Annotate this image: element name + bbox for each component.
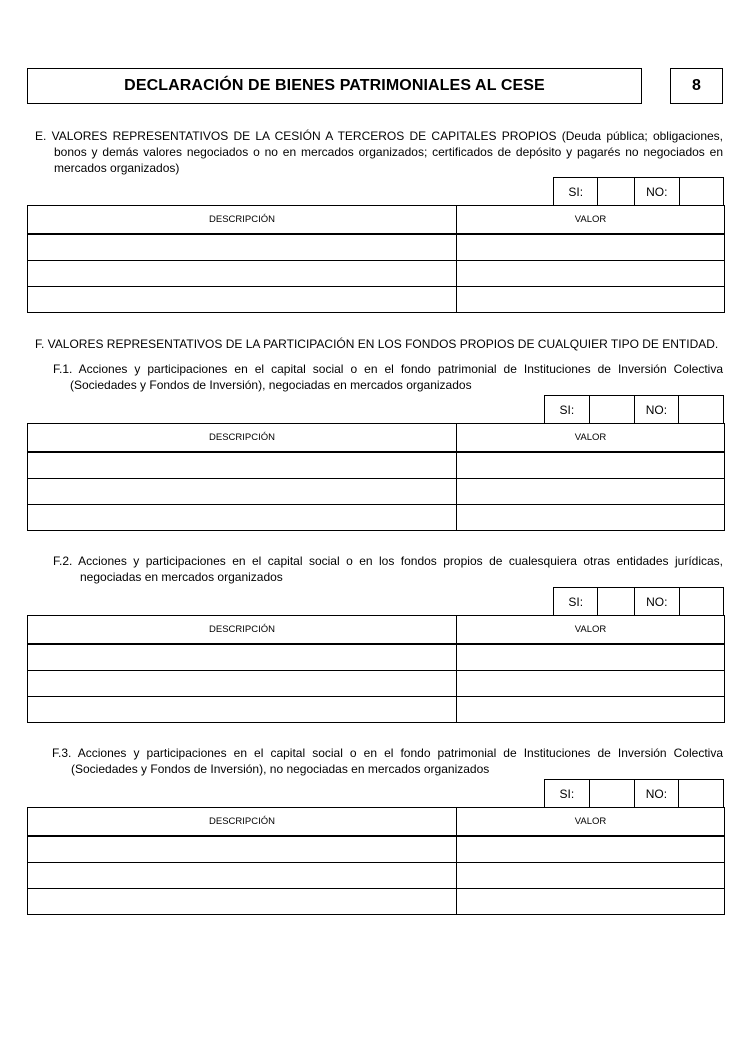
no-label: NO: (635, 178, 679, 205)
valor-cell[interactable] (457, 452, 725, 479)
si-label: SI: (554, 178, 598, 205)
valor-cell[interactable] (457, 697, 725, 723)
si-checkbox[interactable] (590, 396, 635, 423)
section-f1-text: F.1. Acciones y participaciones en el capital social o en el fondo patrimonial de Instituciones de Inversión Colectiva (Sociedades y Fondos de Inversión), negociadas en mercados organizados (53, 362, 723, 392)
section-f3-text: F.3. Acciones y participaciones en el capital social o en el fondo patrimonial de Instituciones de Inversión Colectiva (Sociedades y Fondos de Inversión), no negociadas en mercados organizados (52, 746, 723, 776)
valor-cell[interactable] (457, 836, 725, 863)
descripcion-cell[interactable] (28, 479, 457, 505)
descripcion-cell[interactable] (28, 671, 457, 697)
section-f1-yes-no (544, 395, 724, 423)
no-label: NO: (635, 588, 679, 615)
descripcion-cell[interactable] (28, 697, 457, 723)
section-f1-table (27, 423, 725, 531)
col-header-descripcion: DESCRIPCIÓN (28, 616, 457, 645)
page-title: DECLARACIÓN DE BIENES PATRIMONIALES AL CESE (27, 68, 642, 104)
table-row (28, 234, 725, 261)
page-number: 8 (670, 68, 723, 104)
section-e-yes-no (553, 177, 724, 205)
section-f2-yes-no (553, 587, 724, 615)
table-row (28, 479, 725, 505)
descripcion-cell[interactable] (28, 261, 457, 287)
valor-cell[interactable] (457, 644, 725, 671)
si-label: SI: (545, 780, 590, 807)
descripcion-cell[interactable] (28, 287, 457, 313)
descripcion-cell[interactable] (28, 836, 457, 863)
table-row (28, 287, 725, 313)
descripcion-cell[interactable] (28, 644, 457, 671)
valor-cell[interactable] (457, 479, 725, 505)
table-row (28, 505, 725, 531)
col-header-descripcion: DESCRIPCIÓN (28, 206, 457, 235)
col-header-valor: VALOR (457, 808, 725, 837)
table-row (28, 261, 725, 287)
no-label: NO: (635, 780, 680, 807)
col-header-valor: VALOR (457, 424, 725, 453)
valor-cell[interactable] (457, 261, 725, 287)
valor-cell[interactable] (457, 863, 725, 889)
valor-cell[interactable] (457, 889, 725, 915)
col-header-descripcion: DESCRIPCIÓN (28, 808, 457, 837)
no-checkbox[interactable] (680, 178, 723, 205)
si-label: SI: (545, 396, 590, 423)
col-header-descripcion: DESCRIPCIÓN (28, 424, 457, 453)
si-checkbox[interactable] (590, 780, 635, 807)
valor-cell[interactable] (457, 234, 725, 261)
si-label: SI: (554, 588, 598, 615)
si-checkbox[interactable] (598, 588, 635, 615)
descripcion-cell[interactable] (28, 452, 457, 479)
table-row (28, 697, 725, 723)
descripcion-cell[interactable] (28, 889, 457, 915)
si-checkbox[interactable] (598, 178, 635, 205)
table-row (28, 836, 725, 863)
descripcion-cell[interactable] (28, 863, 457, 889)
valor-cell[interactable] (457, 287, 725, 313)
col-header-valor: VALOR (457, 616, 725, 645)
section-f-heading: F. VALORES REPRESENTATIVOS DE LA PARTICIPACIÓN EN LOS FONDOS PROPIOS DE CUALQUIER TIPO DE ENTIDAD. (35, 337, 719, 351)
descripcion-cell[interactable] (28, 505, 457, 531)
col-header-valor: VALOR (457, 206, 725, 235)
section-e-table (27, 205, 725, 313)
no-label: NO: (635, 396, 680, 423)
table-row (28, 671, 725, 697)
section-f3-table (27, 807, 725, 915)
section-f3-yes-no (544, 779, 724, 807)
section-f2-text: F.2. Acciones y participaciones en el capital social o en los fondos propios de cualesquiera otras entidades jurídicas, negociadas en mercados organizados (53, 554, 723, 584)
table-row (28, 644, 725, 671)
no-checkbox[interactable] (679, 396, 723, 423)
no-checkbox[interactable] (680, 588, 723, 615)
table-row (28, 452, 725, 479)
descripcion-cell[interactable] (28, 234, 457, 261)
table-row (28, 889, 725, 915)
section-f2-table (27, 615, 725, 723)
valor-cell[interactable] (457, 671, 725, 697)
valor-cell[interactable] (457, 505, 725, 531)
table-row (28, 863, 725, 889)
section-e-text: E. VALORES REPRESENTATIVOS DE LA CESIÓN A TERCEROS DE CAPITALES PROPIOS (Deuda pública; obligaciones, bonos y demás valores negociados o no en mercados organizados; certificados de depósito y pagarés no negociados en mercados organizados) (35, 129, 723, 175)
no-checkbox[interactable] (679, 780, 723, 807)
